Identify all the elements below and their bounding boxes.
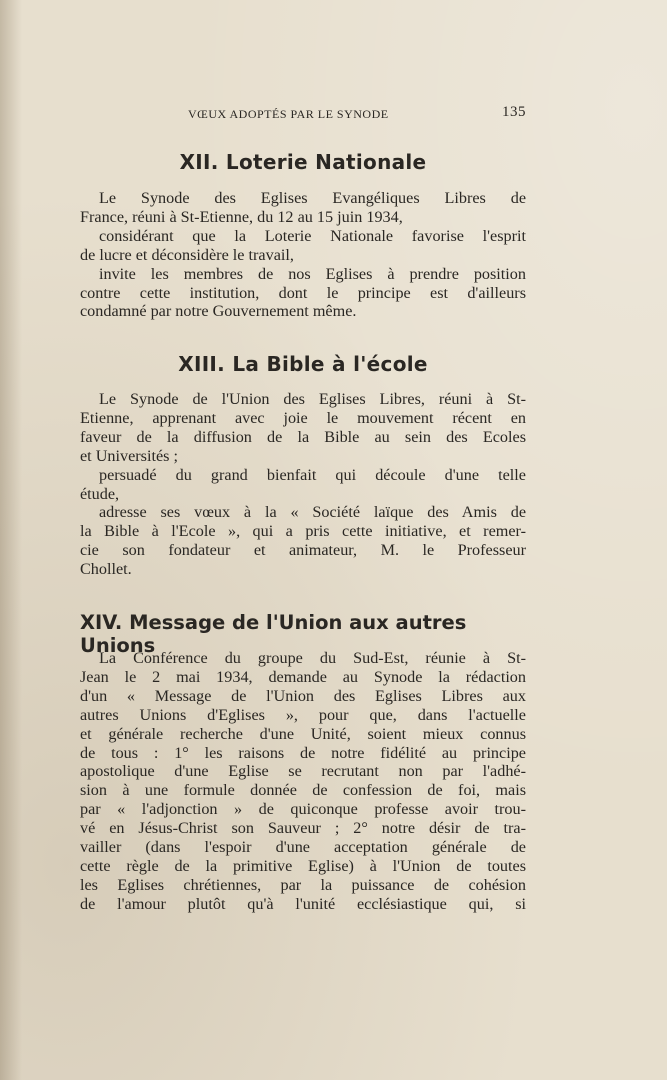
text-line: Le Synode des Eglises Evangéliques Libres de (99, 189, 526, 207)
text-line: vé en Jésus-Christ son Sauveur ; 2° notre désir de tra- (80, 819, 526, 838)
text-line: Etienne, apprenant avec joie le mouvement récent en (80, 408, 526, 427)
section-body-xiv (80, 649, 526, 914)
text-line: Jean le 2 mai 1934, demande au Synode la rédaction (80, 667, 526, 686)
text-line: contre cette institution, dont le principe est d'ailleurs (80, 283, 526, 302)
text-line: de lucre et déconsidère le travail, (80, 245, 294, 264)
text-line: Le Synode de l'Union des Eglises Libres, réuni à St- (99, 390, 526, 408)
text-line: faveur de la diffusion de la Bible au sein des Ecoles (80, 427, 526, 446)
text-line: et Universités ; (80, 446, 179, 465)
text-line: invite les membres de nos Eglises à prendre position (99, 264, 526, 283)
text-line: condamné par notre Gouvernement même. (80, 302, 357, 321)
section-body-xii (80, 189, 526, 321)
text-line: d'un « Message de l'Union des Eglises Libres aux (80, 686, 526, 705)
page-number: 135 (502, 104, 526, 120)
text-line: cie son fondateur et animateur, M. le Professeur (80, 541, 526, 560)
text-line: les Eglises chrétiennes, par la puissance de cohésion (80, 875, 526, 894)
text-line: autres Unions d'Eglises », pour que, dans l'actuelle (80, 705, 526, 724)
text-line: sion à une formule donnée de confession de foi, mais (80, 781, 526, 800)
section-body-xiii (80, 390, 526, 579)
running-head-title: VŒUX ADOPTÉS PAR LE SYNODE (188, 107, 389, 121)
running-head (80, 104, 526, 124)
text-line: adresse ses vœux à la « Société laïque des Amis de (99, 503, 526, 522)
text-line: France, réuni à St-Etienne, du 12 au 15 juin 1934, (80, 207, 403, 226)
section-heading-xiii: XIII. La Bible à l'école (178, 352, 428, 376)
section-heading-xii: XII. Loterie Nationale (179, 150, 427, 174)
text-line: par « l'adjonction » de quiconque professe avoir trou- (80, 800, 526, 819)
page-edge-shadow (0, 0, 22, 1080)
section-heading-xiv: XIV. Message de l'Union aux autres Unions (80, 611, 467, 657)
text-line: de l'amour plutôt qu'à l'unité ecclésiastique qui, si (80, 894, 526, 913)
text-line: Chollet. (80, 560, 132, 579)
text-line: vailler (dans l'espoir d'une acceptation générale de (80, 838, 526, 857)
text-line: La Conférence du groupe du Sud-Est, réunie à St- (99, 649, 526, 667)
text-line: persuadé du grand bienfait qui découle d'une telle (99, 465, 526, 484)
text-line: étude, (80, 484, 120, 503)
text-line: cette règle de la primitive Eglise) à l'Union de toutes (80, 856, 526, 875)
text-line: et générale recherche d'une Unité, soient mieux connus (80, 724, 526, 743)
text-line: apostolique d'une Eglise se recrutant non par l'adhé- (80, 762, 526, 781)
text-line: considérant que la Loterie Nationale favorise l'esprit (99, 226, 526, 245)
text-line: de tous : 1° les raisons de notre fidélité au principe (80, 743, 526, 762)
text-line: la Bible à l'Ecole », qui a pris cette initiative, et remer- (80, 522, 526, 541)
